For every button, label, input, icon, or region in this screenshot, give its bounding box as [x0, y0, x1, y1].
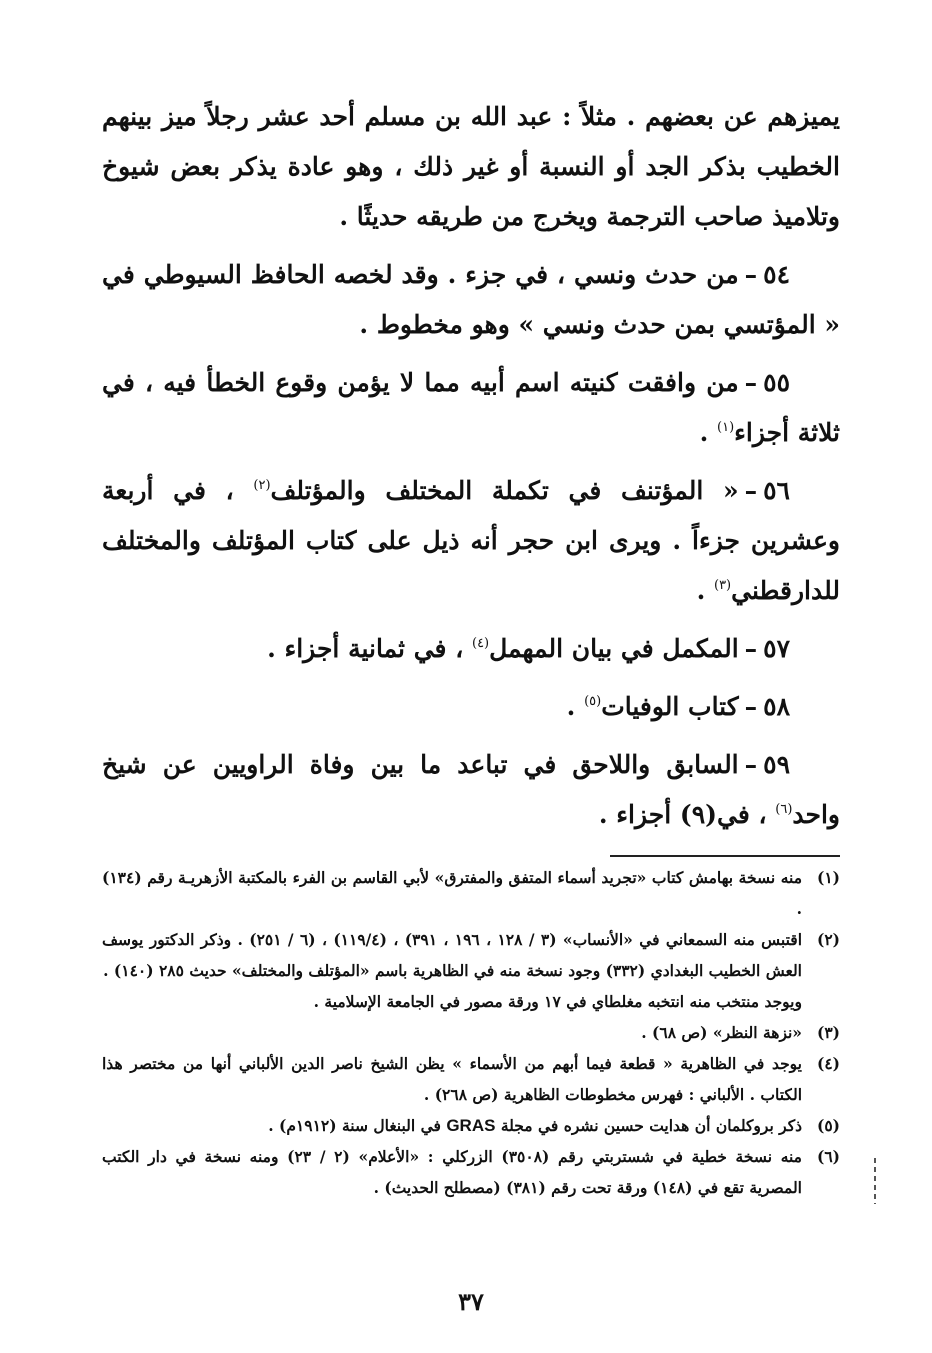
item-text: السابق واللاحق في تباعد ما بين وفاة الراويين عن شيخ واحد [102, 750, 840, 829]
item-dash: – [744, 692, 758, 721]
footnote-text: اقتبس منه السمعاني في «الأنساب» (٣ / ١٢٨ ، ١٩٦ ، ٣٩١) ، (١١٩/٤) ، (٦ / ٢٥١) . وذكر الدكتور يوسف العش الخطيب البغدادي (٣٣٢) وجود نسخة منه في الظاهرية باسم «المؤتلف والمختلف» حديث ٢٨٥ (١٤٠) . [102, 930, 803, 980]
footnote-text: في البنغال سنة (١٩١٢م) . [268, 1116, 447, 1135]
item-number: ٥٩ [763, 750, 790, 779]
item-number: ٥٨ [763, 692, 790, 721]
intro-paragraph: يميزهم عن بعضهم . مثلاً : عبد الله بن مسلم أحد عشر رجلاً ميز بينهم الخطيب بذكر الجد أو النسبة أو غير ذلك ، وهو عادة يذكر بعض شيوخ وتلاميذ صاحب الترجمة ويخرج من طريقه حديثًا . [102, 102, 840, 231]
item-56 [102, 466, 840, 616]
book-page [102, 92, 840, 1332]
footnote-text: «نزهة النظر» (ص ٦٨) . [641, 1023, 802, 1042]
footnote-1 [102, 862, 840, 924]
item-tail: ، في ثمانية أجزاء . [267, 634, 472, 663]
footnote-ref[interactable]: (٣) [713, 578, 732, 593]
footnote-number: (٥) [816, 1116, 840, 1135]
footnotes [102, 862, 840, 1203]
item-55 [102, 358, 840, 458]
footnote-text: يوجد في الظاهرية « قطعة فيما أبهم من الأسماء » يظن الشيخ ناصر الدين الألباني أنها من مختصر هذا الكتاب . الألباني : فهرس مخطوطات الظاهرية (ص ٢٦٨) . [102, 1054, 802, 1104]
footnote-text: منه نسخة بهامش كتاب «تجريد أسماء المتفق والمفترق» لأبي القاسم بن الفرء بالمكتبة الأزهريـة رقم (١٣٤) . [102, 868, 802, 918]
footnote-ref[interactable]: (٢) [253, 478, 271, 493]
footnote-number: (٤) [816, 1054, 840, 1073]
footnote-text: منه نسخة خطية في شستربتي رقم (٣٥٠٨) الزركلي : «الأعلام» (٢ / ٢٣) ومنه نسخة في دار الكتب المصرية تقع في (١٤٨) ورقة تحت رقم (٣٨١) (مصطلح الحديث) . [102, 1147, 802, 1197]
journal-name: GRAS [446, 1116, 496, 1135]
item-dash: – [744, 260, 758, 289]
item-tail: . [696, 576, 714, 605]
item-dash: – [744, 476, 758, 505]
item-text: من حدث ونسي ، في جزء . وقد لخصه الحافظ السيوطي في « المؤتسي بمن حدث ونسي » وهو مخطوط . [102, 260, 840, 339]
item-tail: . [699, 418, 718, 447]
footnote-text: ذكر بروكلمان أن هدايت حسين نشره في مجلة [495, 1116, 802, 1135]
margin-scan-mark [874, 1158, 876, 1204]
footnote-ref[interactable]: (٤) [471, 636, 490, 651]
item-text: « المؤتنف في تكملة المختلف والمؤتلف [270, 476, 739, 505]
item-58 [102, 682, 840, 732]
item-number: ٥٧ [763, 634, 790, 663]
item-number: ٥٤ [763, 260, 790, 289]
page-number: ٣٧ [458, 1287, 484, 1316]
item-59 [102, 740, 840, 840]
item-text: المكمل في بيان المهمل [489, 634, 739, 663]
item-54 [102, 250, 840, 350]
item-number: ٥٦ [763, 476, 790, 505]
footnote-number: (٢) [817, 930, 841, 949]
item-dash: – [744, 750, 758, 779]
footnote-6 [102, 1141, 840, 1203]
footnote-number: (١) [816, 868, 840, 887]
footnote-5 [102, 1110, 840, 1141]
footnote-ref[interactable]: (٦) [775, 802, 793, 817]
footnote-divider [610, 855, 840, 857]
footnote-2-extra: ويوجد منتخب منه انتخبه مغلطاي في ١٧ ورقة مصور في الجامعة الإسلامية . [313, 992, 802, 1011]
item-tail: ، في أربعة وعشرين جزءاً . ويرى ابن حجر أنه ذيل على كتاب المؤتلف والمختلف للدارقطني [102, 476, 840, 605]
item-number: ٥٥ [763, 368, 790, 397]
item-tail: . [566, 692, 585, 721]
item-text: كتاب الوفيات [601, 692, 739, 721]
item-dash: – [744, 634, 758, 663]
item-tail: ، في(٩) أجزاء . [598, 800, 776, 829]
item-text: من وافقت كنيته اسم أبيه مما لا يؤمن وقوع الخطأ فيه ، في ثلاثة أجزاء [102, 368, 840, 447]
footnote-number: (٦) [816, 1147, 840, 1166]
footnote-4 [102, 1048, 840, 1110]
footnote-3 [102, 1017, 840, 1048]
item-dash: – [744, 368, 758, 397]
footnote-2 [102, 924, 840, 986]
footnote-number: (٣) [816, 1023, 840, 1042]
footnote-ref[interactable]: (١) [717, 420, 735, 435]
footnote-ref[interactable]: (٥) [584, 694, 602, 709]
item-57 [102, 624, 840, 674]
